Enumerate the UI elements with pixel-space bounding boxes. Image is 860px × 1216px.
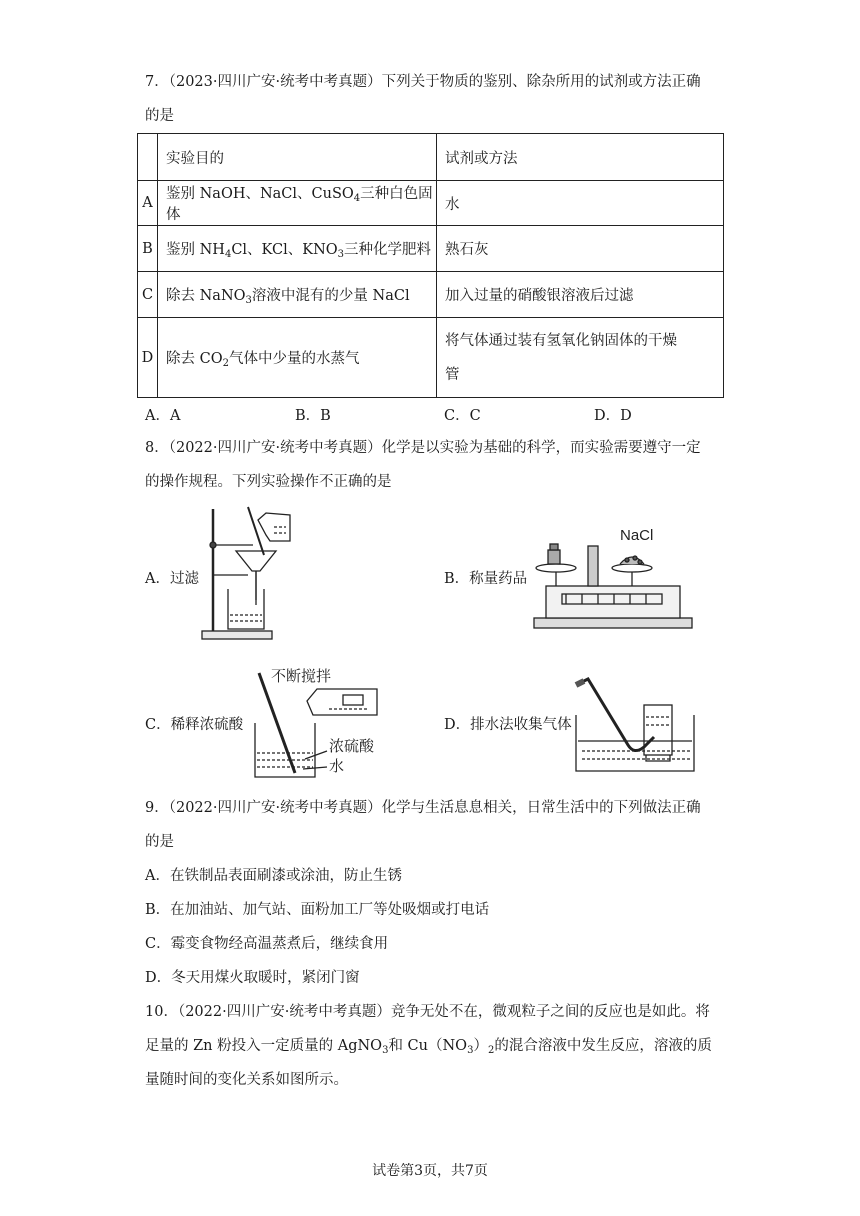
row-letter: D bbox=[138, 318, 158, 398]
q8-stem-line1: 8．（2022·四川广安·统考中考真题）化学是以实验为基础的科学，而实验需要遵守一定 bbox=[145, 440, 701, 456]
q8-option-a[interactable]: A．过滤 bbox=[145, 571, 199, 587]
row-method: 加入过量的硝酸银溶液后过滤 bbox=[437, 272, 724, 318]
q7-option-a[interactable]: A．A bbox=[145, 408, 181, 424]
acid-label: 浓硫酸 bbox=[329, 738, 375, 755]
table-row bbox=[138, 181, 724, 226]
row-goal: 鉴别 $NH_4Cl$、KCl、$KNO_3$三种化学肥料 bbox=[158, 226, 437, 272]
dilution-figure bbox=[245, 663, 390, 783]
row-method: 将气体通过装有氢氧化钠固体的干燥 管 bbox=[437, 318, 724, 398]
q9-option-a[interactable]: A．在铁制品表面刷漆或涂油，防止生锈 bbox=[145, 868, 402, 884]
row-letter: A bbox=[138, 181, 158, 226]
q7-option-b[interactable]: B．B bbox=[295, 408, 331, 424]
row-method: 熟石灰 bbox=[437, 226, 724, 272]
q9-option-b[interactable]: B．在加油站、加气站、面粉加工厂等处吸烟或打电话 bbox=[145, 902, 490, 918]
row-goal: 鉴别 NaOH、NaCl、CuSO$_4$三种白色固体 bbox=[158, 181, 437, 226]
page-footer: 试卷第3页，共7页 bbox=[372, 1163, 488, 1179]
water-collection-figure bbox=[574, 675, 696, 775]
q8-option-c[interactable]: C．稀释浓硫酸 bbox=[145, 717, 244, 733]
q8-option-b[interactable]: B．称量药品 bbox=[444, 571, 528, 587]
row-goal: 除去 $CO_2$气体中少量的水蒸气 bbox=[158, 318, 437, 398]
table-row bbox=[138, 134, 724, 181]
q7-table bbox=[137, 133, 724, 398]
table-row bbox=[138, 272, 724, 318]
q10-line1: 10．（2022·四川广安·统考中考真题）竞争无处不在，微观粒子之间的反应也是如此。将 bbox=[145, 1004, 710, 1020]
q10-line2: 足量的 Zn 粉投入一定质量的 AgNO$_3$和 $Cu(NO_3)_2$的混合溶液中发生反应，溶液的质 bbox=[145, 1038, 712, 1056]
filtration-figure bbox=[198, 505, 298, 645]
q7-option-d[interactable]: D．D bbox=[594, 408, 632, 424]
q7-option-c[interactable]: C．C bbox=[444, 408, 481, 424]
q7-stem-line2: 的是 bbox=[145, 108, 174, 124]
q9-stem-line1: 9．（2022·四川广安·统考中考真题）化学与生活息息相关，日常生活中的下列做法正确 bbox=[145, 800, 701, 816]
q8-option-d[interactable]: D．排水法收集气体 bbox=[444, 717, 572, 733]
q9-option-d[interactable]: D．冬天用煤火取暖时，紧闭门窗 bbox=[145, 970, 360, 986]
row-letter: B bbox=[138, 226, 158, 272]
header-method: 试剂或方法 bbox=[437, 134, 724, 181]
q10-line3: 量随时间的变化关系如图所示。 bbox=[145, 1072, 348, 1088]
q8-stem-line2: 的操作规程。下列实验操作不正确的是 bbox=[145, 474, 392, 490]
table-row bbox=[138, 318, 724, 398]
row-method: 水 bbox=[437, 181, 724, 226]
header-goal: 实验目的 bbox=[158, 134, 437, 181]
table-row bbox=[138, 226, 724, 272]
q9-option-c[interactable]: C．霉变食物经高温蒸煮后，继续食用 bbox=[145, 936, 389, 952]
row-letter: C bbox=[138, 272, 158, 318]
q7-stem-line1: 7．（2023·四川广安·统考中考真题）下列关于物质的鉴别、除杂所用的试剂或方法正确 bbox=[145, 74, 701, 90]
nacl-label: NaCl bbox=[620, 527, 654, 544]
water-label: 水 bbox=[329, 758, 345, 775]
balance-figure bbox=[532, 520, 694, 632]
row-goal: 除去 NaNO$_3$溶液中混有的少量 NaCl bbox=[158, 272, 437, 318]
q9-stem-line2: 的是 bbox=[145, 834, 174, 850]
stir-label: 不断搅拌 bbox=[271, 668, 332, 685]
